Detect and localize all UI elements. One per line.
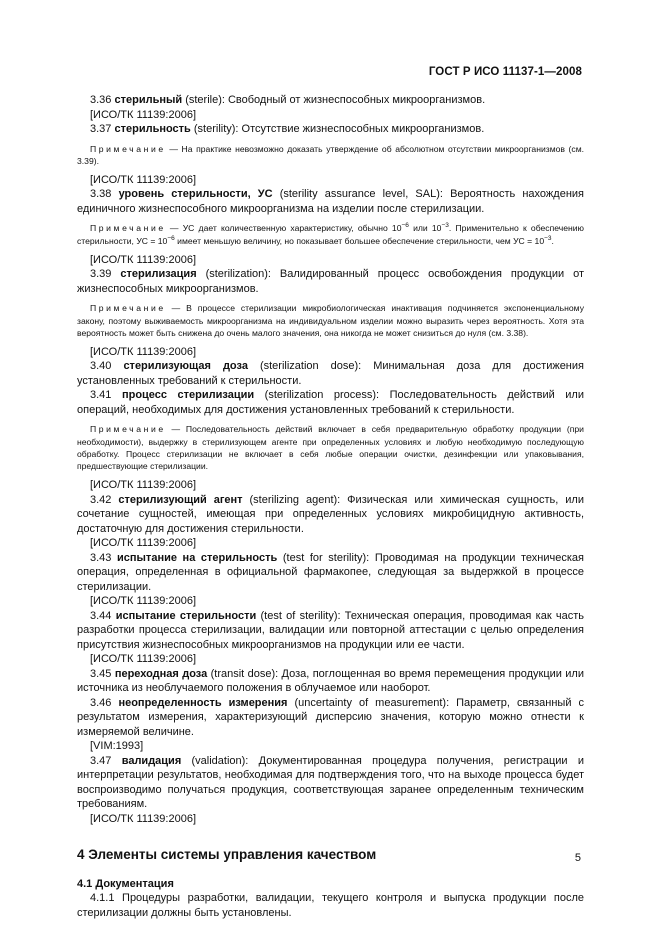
term-3-42: 3.42 стерилизующий агент (sterilizing agent): Физическая или химическая сущность, или сочетание сущностей, имеющая при определенных условиях микробицидную активность, достаточную для достижения стерильности. (77, 493, 584, 535)
term-3-37: 3.37 стерильность (sterility): Отсутствие жизнеспособных микроорганизмов. (90, 123, 485, 135)
term-3-47: 3.47 валидация (validation): Документированная процедура получения, регистрации и интерпретации результатов, необходимая для подтверждения того, что на выходе процесса будет воспроизводимо получаться продукция, соответствующая заранее определенным техническим требованиям. (77, 754, 584, 811)
term-3-39: 3.39 стерилизация (sterilization): Валидированный процесс освобождения продукции от жизнеспособных микроорганизмов. (77, 268, 585, 295)
term-3-43: 3.43 испытание на стерильность (test for sterility): Проводимая на продукции техническая операция, определенная в официальной фармакопее, следующая за выдержкой в процессе стерилизации. (77, 551, 584, 593)
paragraph-4-1-1: 4.1.1 Процедуры разработки, валидации, текущего контроля и выпуска продукции после стерилизации должны быть установлены. (77, 892, 584, 919)
term-3-41: 3.41 процесс стерилизации (sterilization process): Последовательность действий или операций, необходимых для достижения установленных требований к стерильности. (77, 389, 584, 416)
note-3-39: Примечание — В процессе стерилизации микробиологическая инактивация подчиняется экспоненциальному закону, поэтому выживаемость микроорганизма на индивидуальном изделии можно выразить через вероятность. Хотя эта вероятность может быть снижена до очень малого значения, она никогда не может снизиться до нуля (см. 3.38). (77, 303, 584, 338)
document-body (77, 93, 584, 920)
term-3-36: 3.36 стерильный (sterile): Свободный от жизнеспособных микроорганизмов. (90, 94, 486, 106)
term-3-46: 3.46 неопределенность измерения (uncertainty of measurement): Параметр, связанный с результатом измерения, характеризующий дисперсию значения, которую можно отнести к измеряемой величине. (77, 696, 584, 738)
reference: [ИСО/ТК 11139:2006] (90, 653, 196, 666)
subsection-heading: 4.1 Документация (77, 877, 174, 890)
document-header: ГОСТ Р ИСО 11137-1—2008 (428, 66, 582, 78)
reference: [ИСО/ТК 11139:2006] (90, 537, 196, 550)
page-number: 5 (574, 852, 581, 864)
term-3-40: 3.40 стерилизующая доза (sterilization dose): Минимальная доза для достижения установленных требований к стерильности. (77, 360, 584, 387)
section-heading: 4 Элементы системы управления качеством (77, 847, 377, 863)
reference: [ИСО/ТК 11139:2006] (90, 595, 196, 608)
note-3-38: Примечание — УС дает количественную характеристику, обычно $10^{-6}$ или $10^{-3}$. Применительно к обеспечению стерильности, УС = $10^{-6}$ имеет меньшую величину, но показывает большее обеспечение стерильности, чем УС = $10^{-3}$. (77, 222, 585, 246)
note-3-41: Примечание — Последовательность действий включает в себя предварительную обработку продукции (при необходимости), выдержку в стерилизующем агенте при определенных условиях и любую необходимую последующую обработку. Процесс стерилизации не включает в себя любые операции очистки, дезинфекции или упаковывания, предшествующие стерилизации. (77, 424, 584, 472)
term-3-44: 3.44 испытание стерильности (test of sterility): Техническая операция, проводимая как часть разработки процесса стерилизации, валидации или повторной аттестации с целью определения присутствия жизнеспособных микроорганизмов на продукции или ее части. (77, 609, 585, 651)
reference: [ИСО/ТК 11139:2006] (90, 812, 196, 825)
reference: [ИСО/ТК 11139:2006] (90, 173, 196, 186)
term-3-38: 3.38 уровень стерильности, УС (sterility assurance level, SAL): Вероятность нахождения единичного жизнеспособного микроорганизма на изделии после стерилизации. (77, 188, 584, 215)
note-3-37: Примечание — На практике невозможно доказать утверждение об абсолютном отсутствии микроорганизмов (см. 3.39). (77, 143, 584, 166)
reference: [VIM:1993] (90, 740, 144, 753)
term-3-45: 3.45 переходная доза (transit dose): Доза, поглощенная во время перемещения продукции или источника из необлучаемого положения в облучаемое или наоборот. (77, 667, 585, 695)
reference: [ИСО/ТК 11139:2006] (90, 479, 196, 492)
reference: [ИСО/ТК 11139:2006] (90, 345, 196, 358)
reference: [ИСО/ТК 11139:2006] (90, 108, 196, 121)
reference: [ИСО/ТК 11139:2006] (90, 253, 196, 266)
